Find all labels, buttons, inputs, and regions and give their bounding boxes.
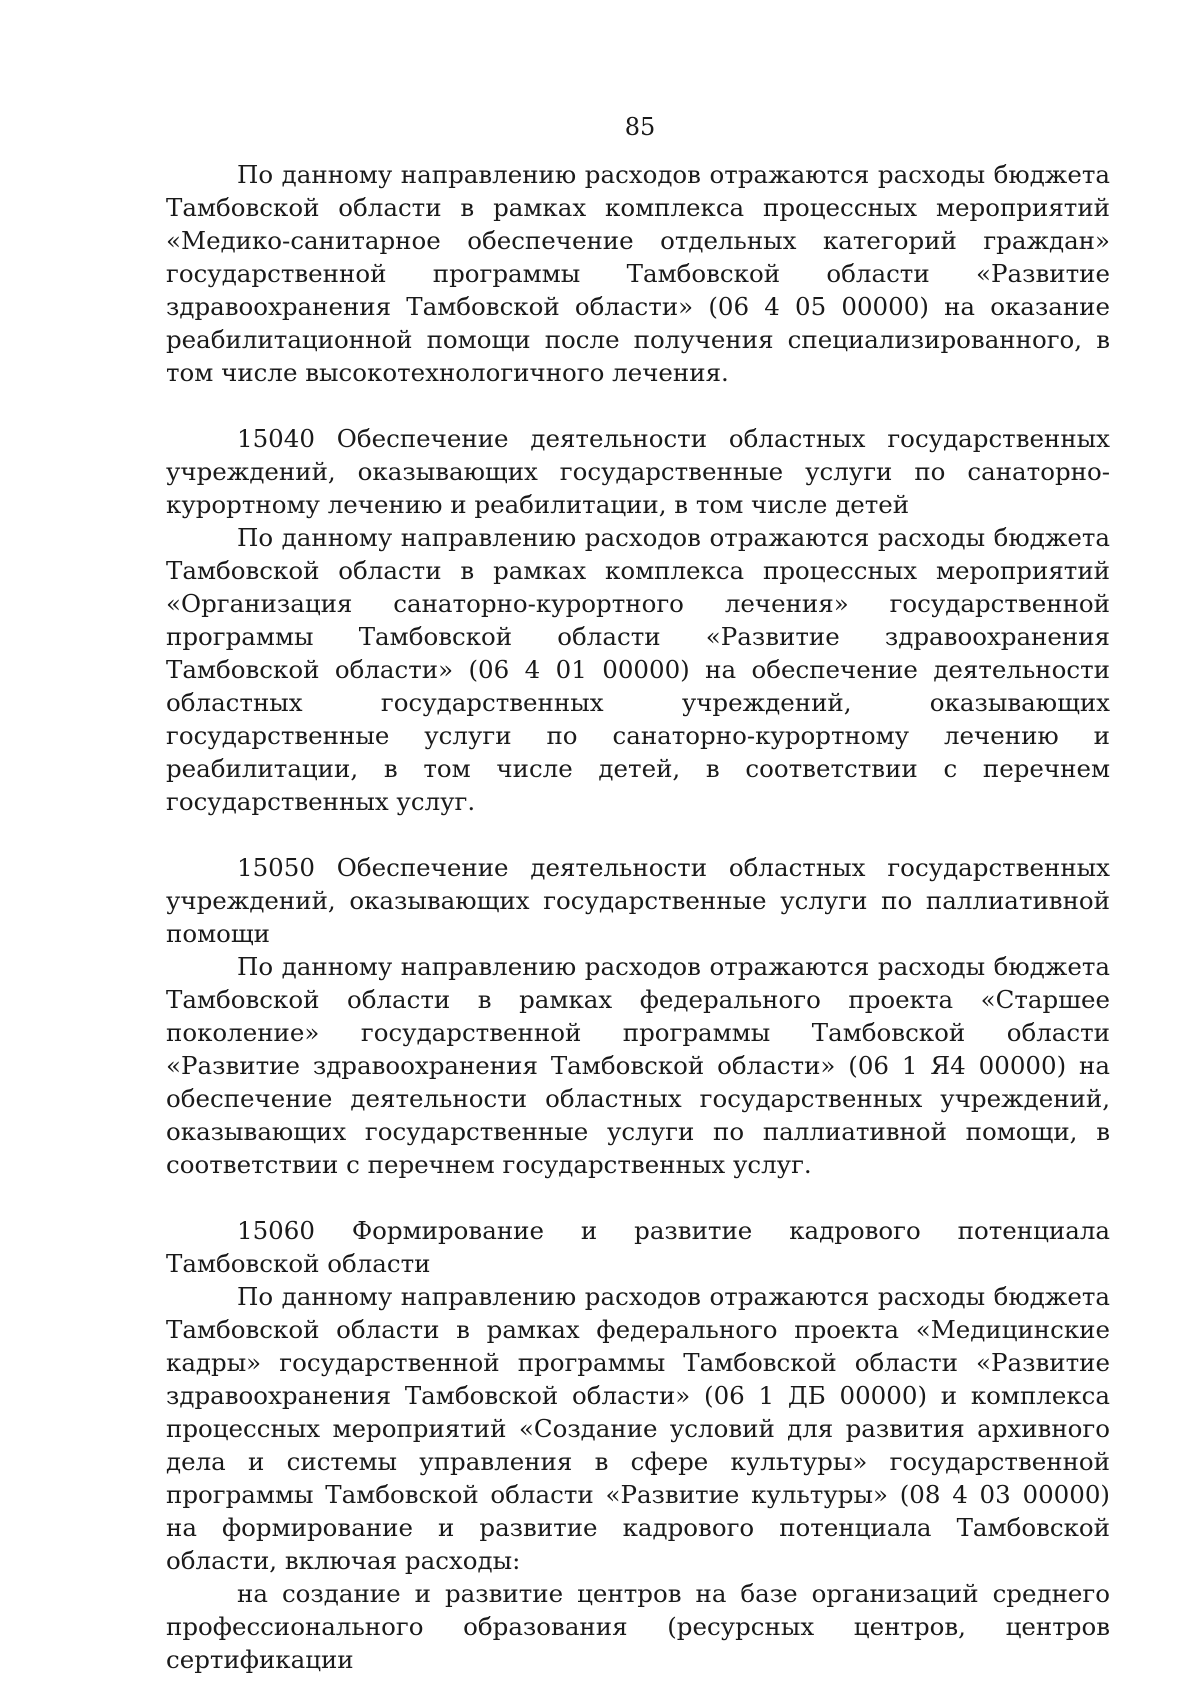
paragraph-15060-list-item: на создание и развитие центров на базе организаций среднего профессионального образования (ресурсных центров, центров сертификации — [166, 1579, 1110, 1674]
paragraph-15040-description: По данному направлению расходов отражаются расходы бюджета Тамбовской области в рамках комплекса процессных мероприятий «Организация санаторно-курортного лечения» государственной программы Тамбовской области «Развитие здравоохранения Тамбовской области» (06 4 01 00000) на обеспечение деятельности областных государственных учреждений, оказывающих государственные услуги по санаторно-курортному лечению и реабилитации, в том числе детей, в соответствии с перечнем государственных услуг. — [166, 523, 1110, 816]
section-heading-15050: 15050 Обеспечение деятельности областных государственных учреждений, оказывающих государственные услуги по паллиативной помощи — [166, 853, 1110, 948]
paragraph-15060-description: По данному направлению расходов отражаются расходы бюджета Тамбовской области в рамках федерального проекта «Медицинские кадры» государственной программы Тамбовской области «Развитие здравоохранения Тамбовской области» (06 1 ДБ 00000) и комплекса процессных мероприятий «Создание условий для развития архивного дела и системы управления в сфере культуры» государственной программы Тамбовской области «Развитие культуры» (08 4 03 00000) на формирование и развитие кадрового потенциала Тамбовской области, включая расходы: — [166, 1282, 1110, 1575]
page-number: 85 — [624, 113, 656, 141]
document-body — [166, 158, 1110, 1676]
paragraph-15050-description: По данному направлению расходов отражаются расходы бюджета Тамбовской области в рамках федерального проекта «Старшее поколение» государственной программы Тамбовской области «Развитие здравоохранения Тамбовской области» (06 1 Я4 00000) на обеспечение деятельности областных государственных учреждений, оказывающих государственные услуги по паллиативной помощи, в соответствии с перечнем государственных услуг. — [166, 952, 1110, 1179]
section-heading-15060: 15060 Формирование и развитие кадрового потенциала Тамбовской области — [166, 1216, 1110, 1278]
section-heading-15040: 15040 Обеспечение деятельности областных государственных учреждений, оказывающих государственные услуги по санаторно-курортному лечению и реабилитации, в том числе детей — [166, 424, 1110, 519]
paragraph-intro: По данному направлению расходов отражаются расходы бюджета Тамбовской области в рамках комплекса процессных мероприятий «Медико-санитарное обеспечение отдельных категорий граждан» государственной программы Тамбовской области «Развитие здравоохранения Тамбовской области» (06 4 05 00000) на оказание реабилитационной помощи после получения специализированного, в том числе высокотехнологичного лечения. — [166, 160, 1110, 387]
